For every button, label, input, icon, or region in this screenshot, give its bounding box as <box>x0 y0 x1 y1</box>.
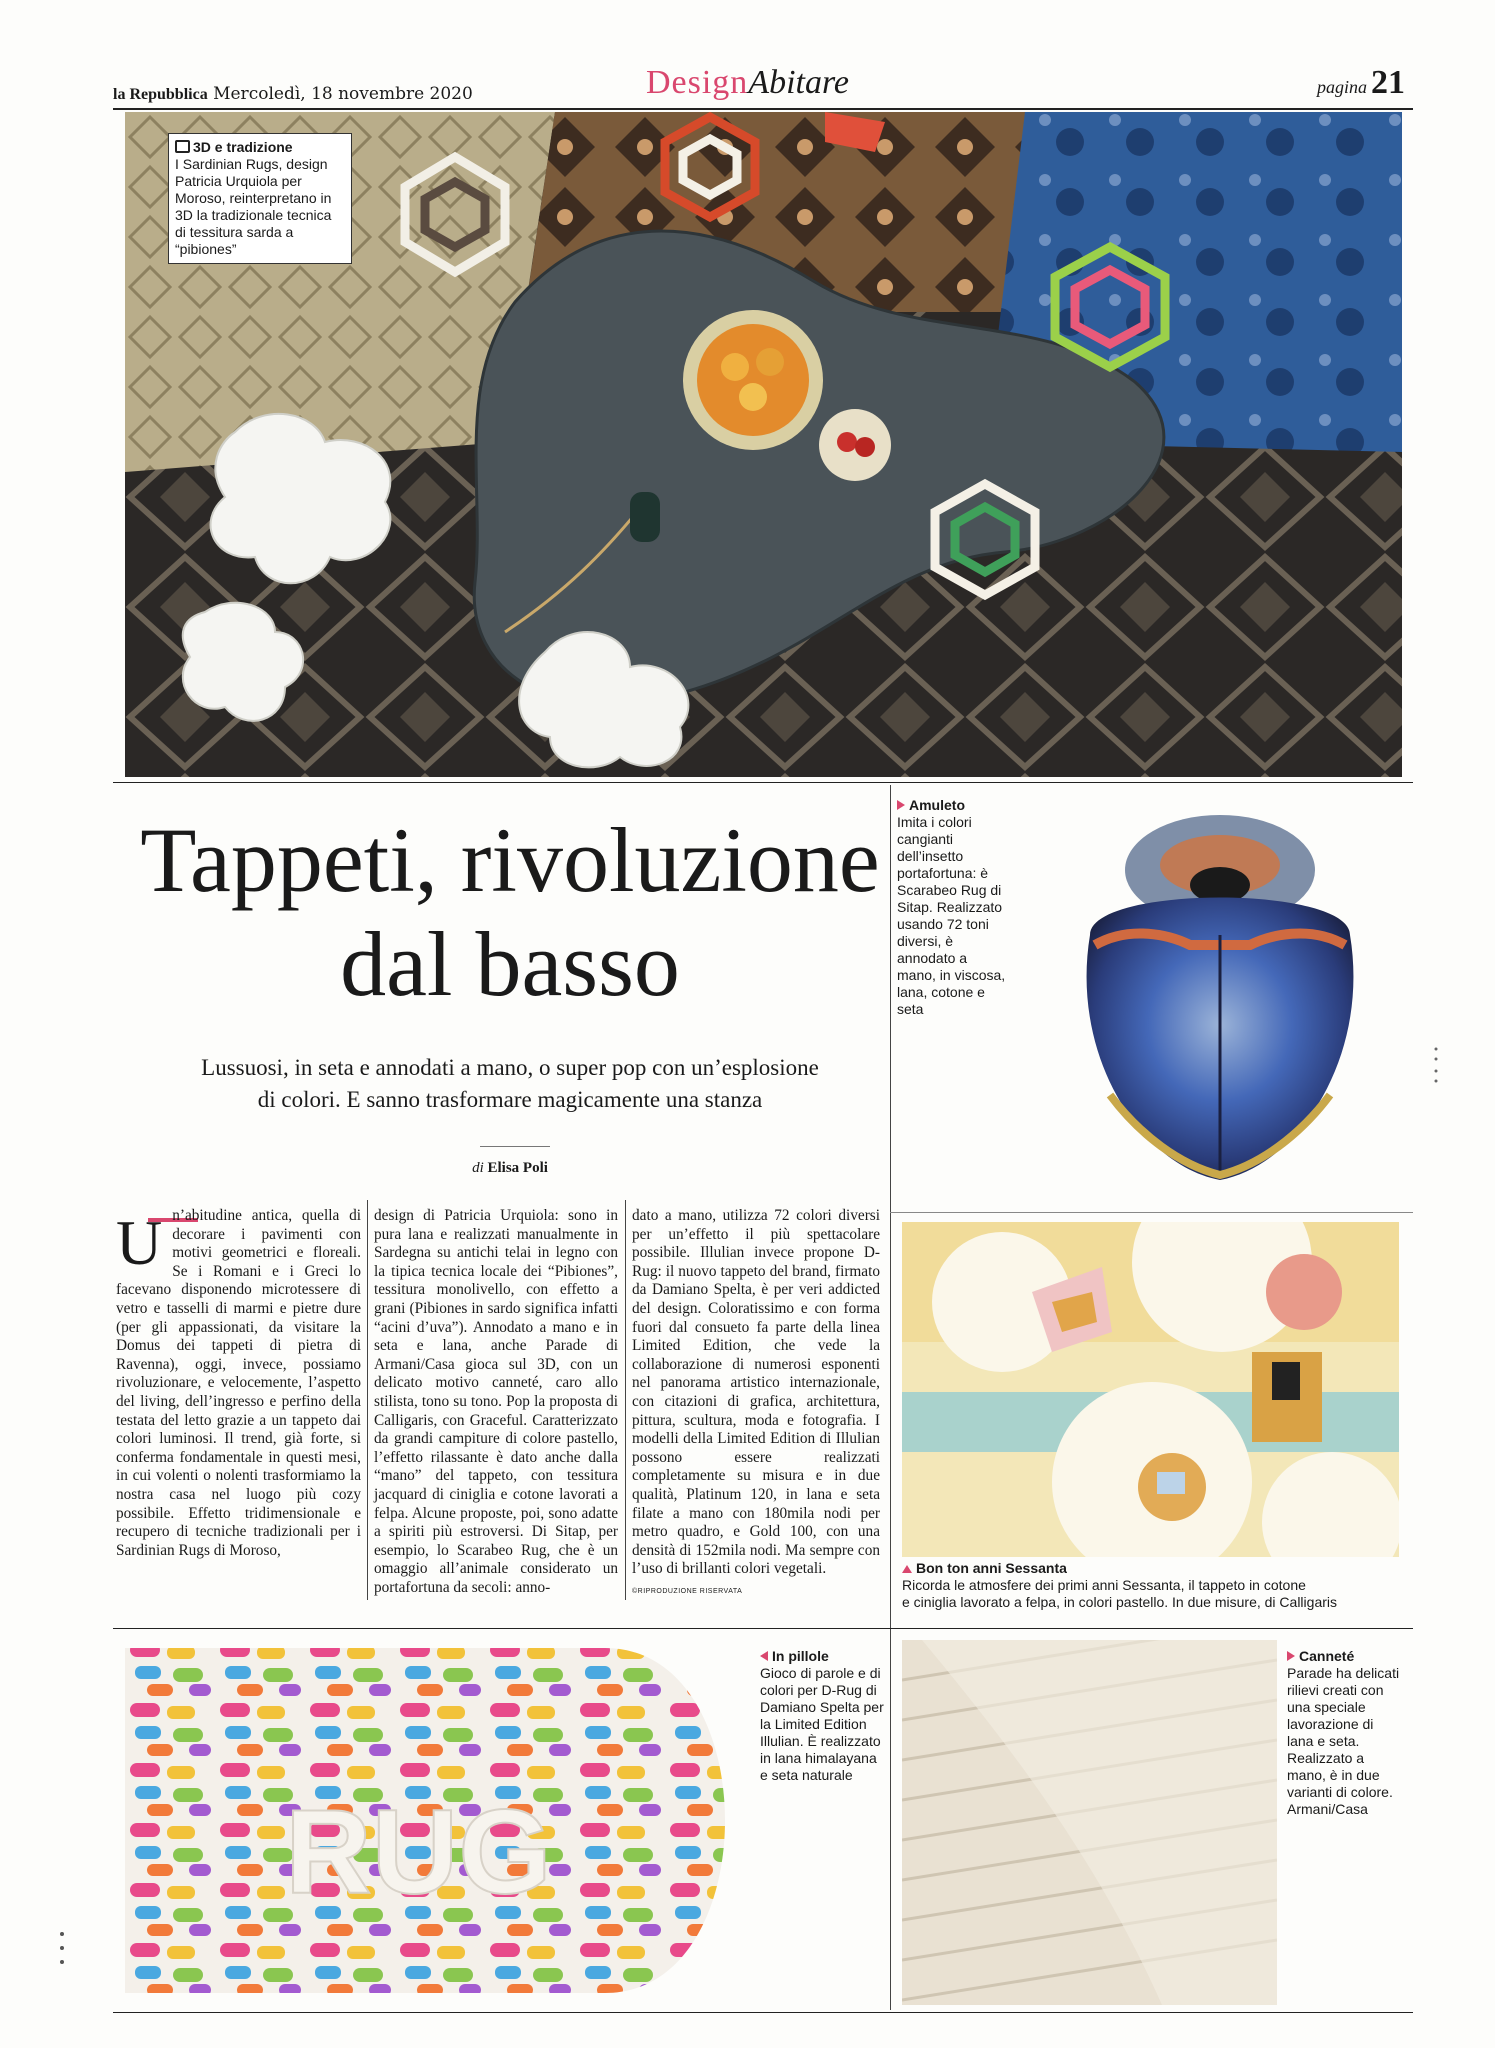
byline-rule <box>480 1146 550 1147</box>
main-caption-title: 3D e tradizione <box>193 139 293 155</box>
column-1-text: n’abitudine antica, quella di decorare i pavimenti con motivi geometrici e floreali. Se i Romani e i Greci lo facevano disponendo microtessere di vetro e tasselli di marmi e pietre dure (per gli appassionati, da visitare la Domus dei tappeti di pietra di Ravenna), oggi, invece, possiamo rivoluzionare, e velocemente, l’aspetto del living, dell’ingresso e perfino della testata del letto grazie a un tappeto dai colori luminosi. Il trend, già forte, si conferma fondamentale in questi mesi, in cui volenti o nolenti trasformiamo la nostra casa nel luogo più cozy possibile. Effetto tridimensionale e recupero di tecniche tradizionali per i Sardinian Rugs di Moroso, <box>116 1207 361 1559</box>
amuleto-caption <box>897 797 1007 1018</box>
scarab-rug-illustration <box>1050 795 1390 1195</box>
pillole-title: In pillole <box>772 1648 829 1664</box>
byline <box>140 1160 880 1177</box>
page-number-block <box>1317 64 1405 102</box>
triangle-up-icon <box>902 1565 912 1573</box>
column-2-text: design di Patricia Urquiola: sono in pura lana e realizzati manualmente in Sardegna su antichi telai in legno con la tipica tecnica locale dei “Pibiones”, tessitura monolivello, con effetto a grani (Pibiones in sardo significa infatti “acini d’uva”). Annodato a mano e in seta e lana, anche Parade di Armani/Casa gioca sul 3D, con un delicato motivo canneté, caro allo stilista, tono su tono. Pop la proposta di Calligaris, con Graceful. Caratterizzato da grandi campiture di colore pastello, l’effetto rilassante è dato anche dalla “mano” del tappeto, con tessitura jacquard di ciniglia e cotone lavorati a felpa. Alcune proposte, poi, sono adatte a spiriti più estroversi. Di Sitap, per esempio, lo Scarabeo Rug, che è un omaggio all’animale considerato un portafortuna da secoli: anno- <box>374 1207 618 1596</box>
cannete-caption <box>1287 1648 1402 1818</box>
article-column-2 <box>374 1207 618 1597</box>
cannete-title-row <box>1287 1648 1402 1665</box>
camera-icon <box>175 140 190 153</box>
article-column-1 <box>116 1207 361 1560</box>
bonton-title: Bon ton anni Sessanta <box>916 1560 1067 1576</box>
bonton-line-2: e ciniglia lavorato a felpa, in colori pastello. In due misure, di Calligaris <box>902 1594 1337 1610</box>
headline-line-1: Tappeti, rivoluzione <box>140 809 880 911</box>
dek-line-1: Lussuosi, in seta e annodati a mano, o super pop con un’esplosione <box>201 1055 819 1080</box>
bottom-section-rule <box>113 1628 1413 1629</box>
copyright-notice: ©RIPRODUZIONE RISERVATA <box>632 1587 743 1595</box>
cannete-rug-illustration <box>902 1640 1277 2005</box>
article-headline <box>130 808 890 1016</box>
page-label: pagina <box>1316 77 1367 97</box>
page-bottom-rule <box>113 2012 1413 2013</box>
calligaris-rug-illustration <box>902 1222 1399 1557</box>
margin-registration-mark <box>1432 1045 1440 1086</box>
right-section-divider <box>890 785 891 2010</box>
registration-dots-icon <box>1432 1045 1440 1085</box>
byline-prefix: di <box>472 1160 484 1176</box>
section-abitare: Abitare <box>748 64 850 101</box>
bonton-title-row <box>902 1560 1402 1577</box>
amuleto-title: Amuleto <box>909 797 965 813</box>
issue-date: Mercoledì, 18 novembre 2020 <box>213 84 473 104</box>
section-title <box>0 64 1495 102</box>
beetle-rug-image <box>1050 795 1390 1195</box>
headline-line-2: dal basso <box>340 913 680 1015</box>
dropcap: U <box>116 1207 163 1278</box>
column-divider-1 <box>367 1200 368 1600</box>
byline-author: Elisa Poli <box>487 1160 548 1176</box>
dek-line-2: di colori. E sanno trasformare magicamente una stanza <box>257 1087 763 1112</box>
column-divider-2 <box>625 1200 626 1600</box>
margin-registration-mark-left <box>58 1930 66 1971</box>
triangle-right-icon <box>1287 1651 1295 1661</box>
photo-bottom-rule <box>113 782 1413 783</box>
d-rug-logo-text: RUG <box>285 1785 552 1919</box>
amuleto-title-row <box>897 797 1007 814</box>
header-rule <box>113 108 1413 110</box>
article-dek <box>140 1052 880 1116</box>
article-column-3 <box>632 1207 880 1601</box>
registration-dots-icon <box>58 1930 66 1970</box>
d-rug-illustration <box>125 1638 755 2003</box>
beetle-bottom-rule <box>890 1212 1413 1213</box>
pillole-text: Gioco di parole e di colori per D-Rug di Damiano Spelta per la Limited Edition Illulian. È realizzato in lana himalayana e seta naturale <box>760 1665 884 1783</box>
pillole-caption <box>760 1648 885 1784</box>
page-number: 21 <box>1371 64 1405 101</box>
section-design: Design <box>645 64 749 101</box>
main-caption-title-row <box>175 139 345 156</box>
newspaper-brand: la Repubblica <box>113 86 208 103</box>
triangle-right-icon <box>897 800 905 810</box>
cannete-rug-image <box>902 1640 1277 2005</box>
cannete-title: Canneté <box>1299 1648 1355 1664</box>
triangle-left-icon <box>760 1651 768 1661</box>
amuleto-text: Imita i colori cangianti dell’insetto portafortuna: è Scarabeo Rug di Sitap. Realizzato usando 72 toni diversi, è annodato a mano, in viscosa, lana, cotone e seta <box>897 814 1006 1017</box>
bonton-line-1: Ricorda le atmosfere dei primi anni Sessanta, il tappeto in cotone <box>902 1577 1306 1593</box>
column-3-text: dato a mano, utilizza 72 colori diversi per un’effetto il più spettacolare possibile. Illulian invece propone D-Rug: il nuovo tappeto del brand, firmato da Damiano Spelta, è per veri addicted del design. Coloratissimo e con forma fuori dal consueto fa parte della linea Limited Edition, che vede la collaborazione di numerosi esponenti nel panorama artistico internazionale, con citazioni di grafica, architettura, pittura, scultura, moda e fotografia. I modelli della Limited Edition di Illulian possono essere realizzati completamente su misura e in due qualità, Platinum 120, in lana e seta filate a mano con 180mila nodi per metro quadro, e Gold 100, con una densità di 152mila nodi. Ma sempre con l’uso di brillanti colori vegetali. <box>632 1207 880 1578</box>
cannete-text: Parade ha delicati rilievi creati con una speciale lavorazione di lana e seta. Realizzato a mano, è in due varianti di colore. Armani/Casa <box>1287 1665 1400 1817</box>
main-caption-text: I Sardinian Rugs, design Patricia Urquiola per Moroso, reinterpretano in 3D la tradizionale tecnica di tessitura sarda a “pibiones” <box>175 156 332 257</box>
pillole-title-row <box>760 1648 885 1665</box>
pastel-rug-image <box>902 1222 1399 1557</box>
d-rug-image <box>125 1638 755 2003</box>
bonton-caption <box>902 1560 1402 1611</box>
main-photo-caption <box>168 133 352 264</box>
